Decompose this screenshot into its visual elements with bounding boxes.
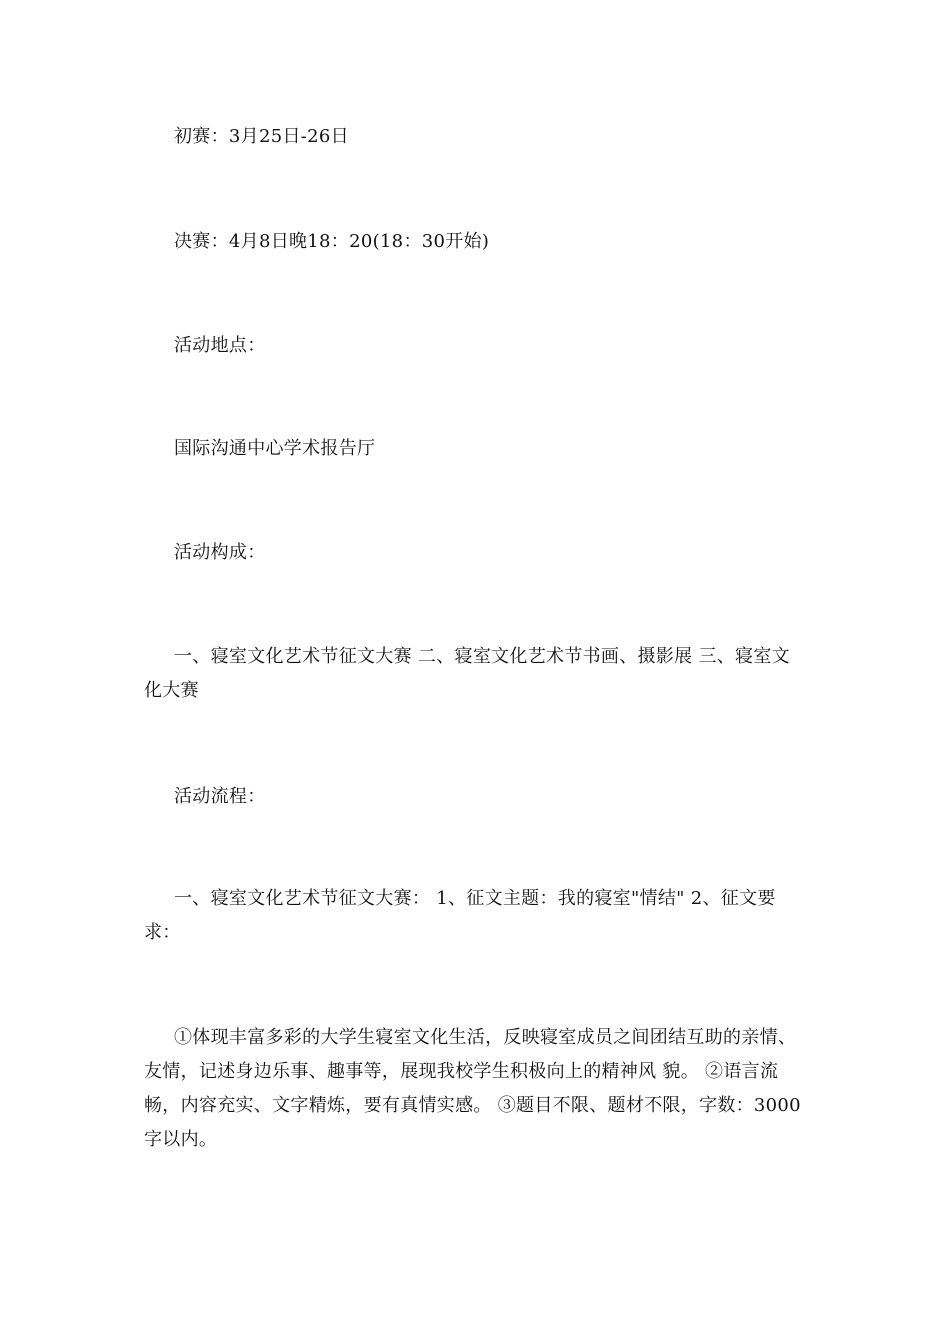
composition-content: 一、寝室文化艺术节征文大赛 二、寝室文化艺术节书画、摄影展 三、寝室文化大赛	[144, 646, 790, 701]
schedule-preliminary: 初赛：3月25日-26日	[174, 126, 349, 147]
process-heading: 活动流程：	[174, 786, 266, 807]
process-essay-contest: 一、寝室文化艺术节征文大赛： 1、征文主题：我的寝室"情结" 2、征文要求：	[144, 888, 776, 943]
location-heading: 活动地点：	[174, 335, 266, 356]
location-value: 国际沟通中心学术报告厅	[174, 438, 376, 459]
schedule-final: 决赛：4月8日晚18：20(18：30开始)	[174, 231, 490, 252]
essay-requirements: ①体现丰富多彩的大学生寝室文化生活，反映寝室成员之间团结互助的亲情、友情，记述身边乐事、趣事等，展现我校学生积极向上的精神风 貌。 ②语言流畅，内容充实、文字精炼，要有真情实感。 ③题目不限、题材不限，字数：3000字以内。	[144, 1027, 801, 1150]
composition-heading: 活动构成：	[174, 542, 266, 563]
